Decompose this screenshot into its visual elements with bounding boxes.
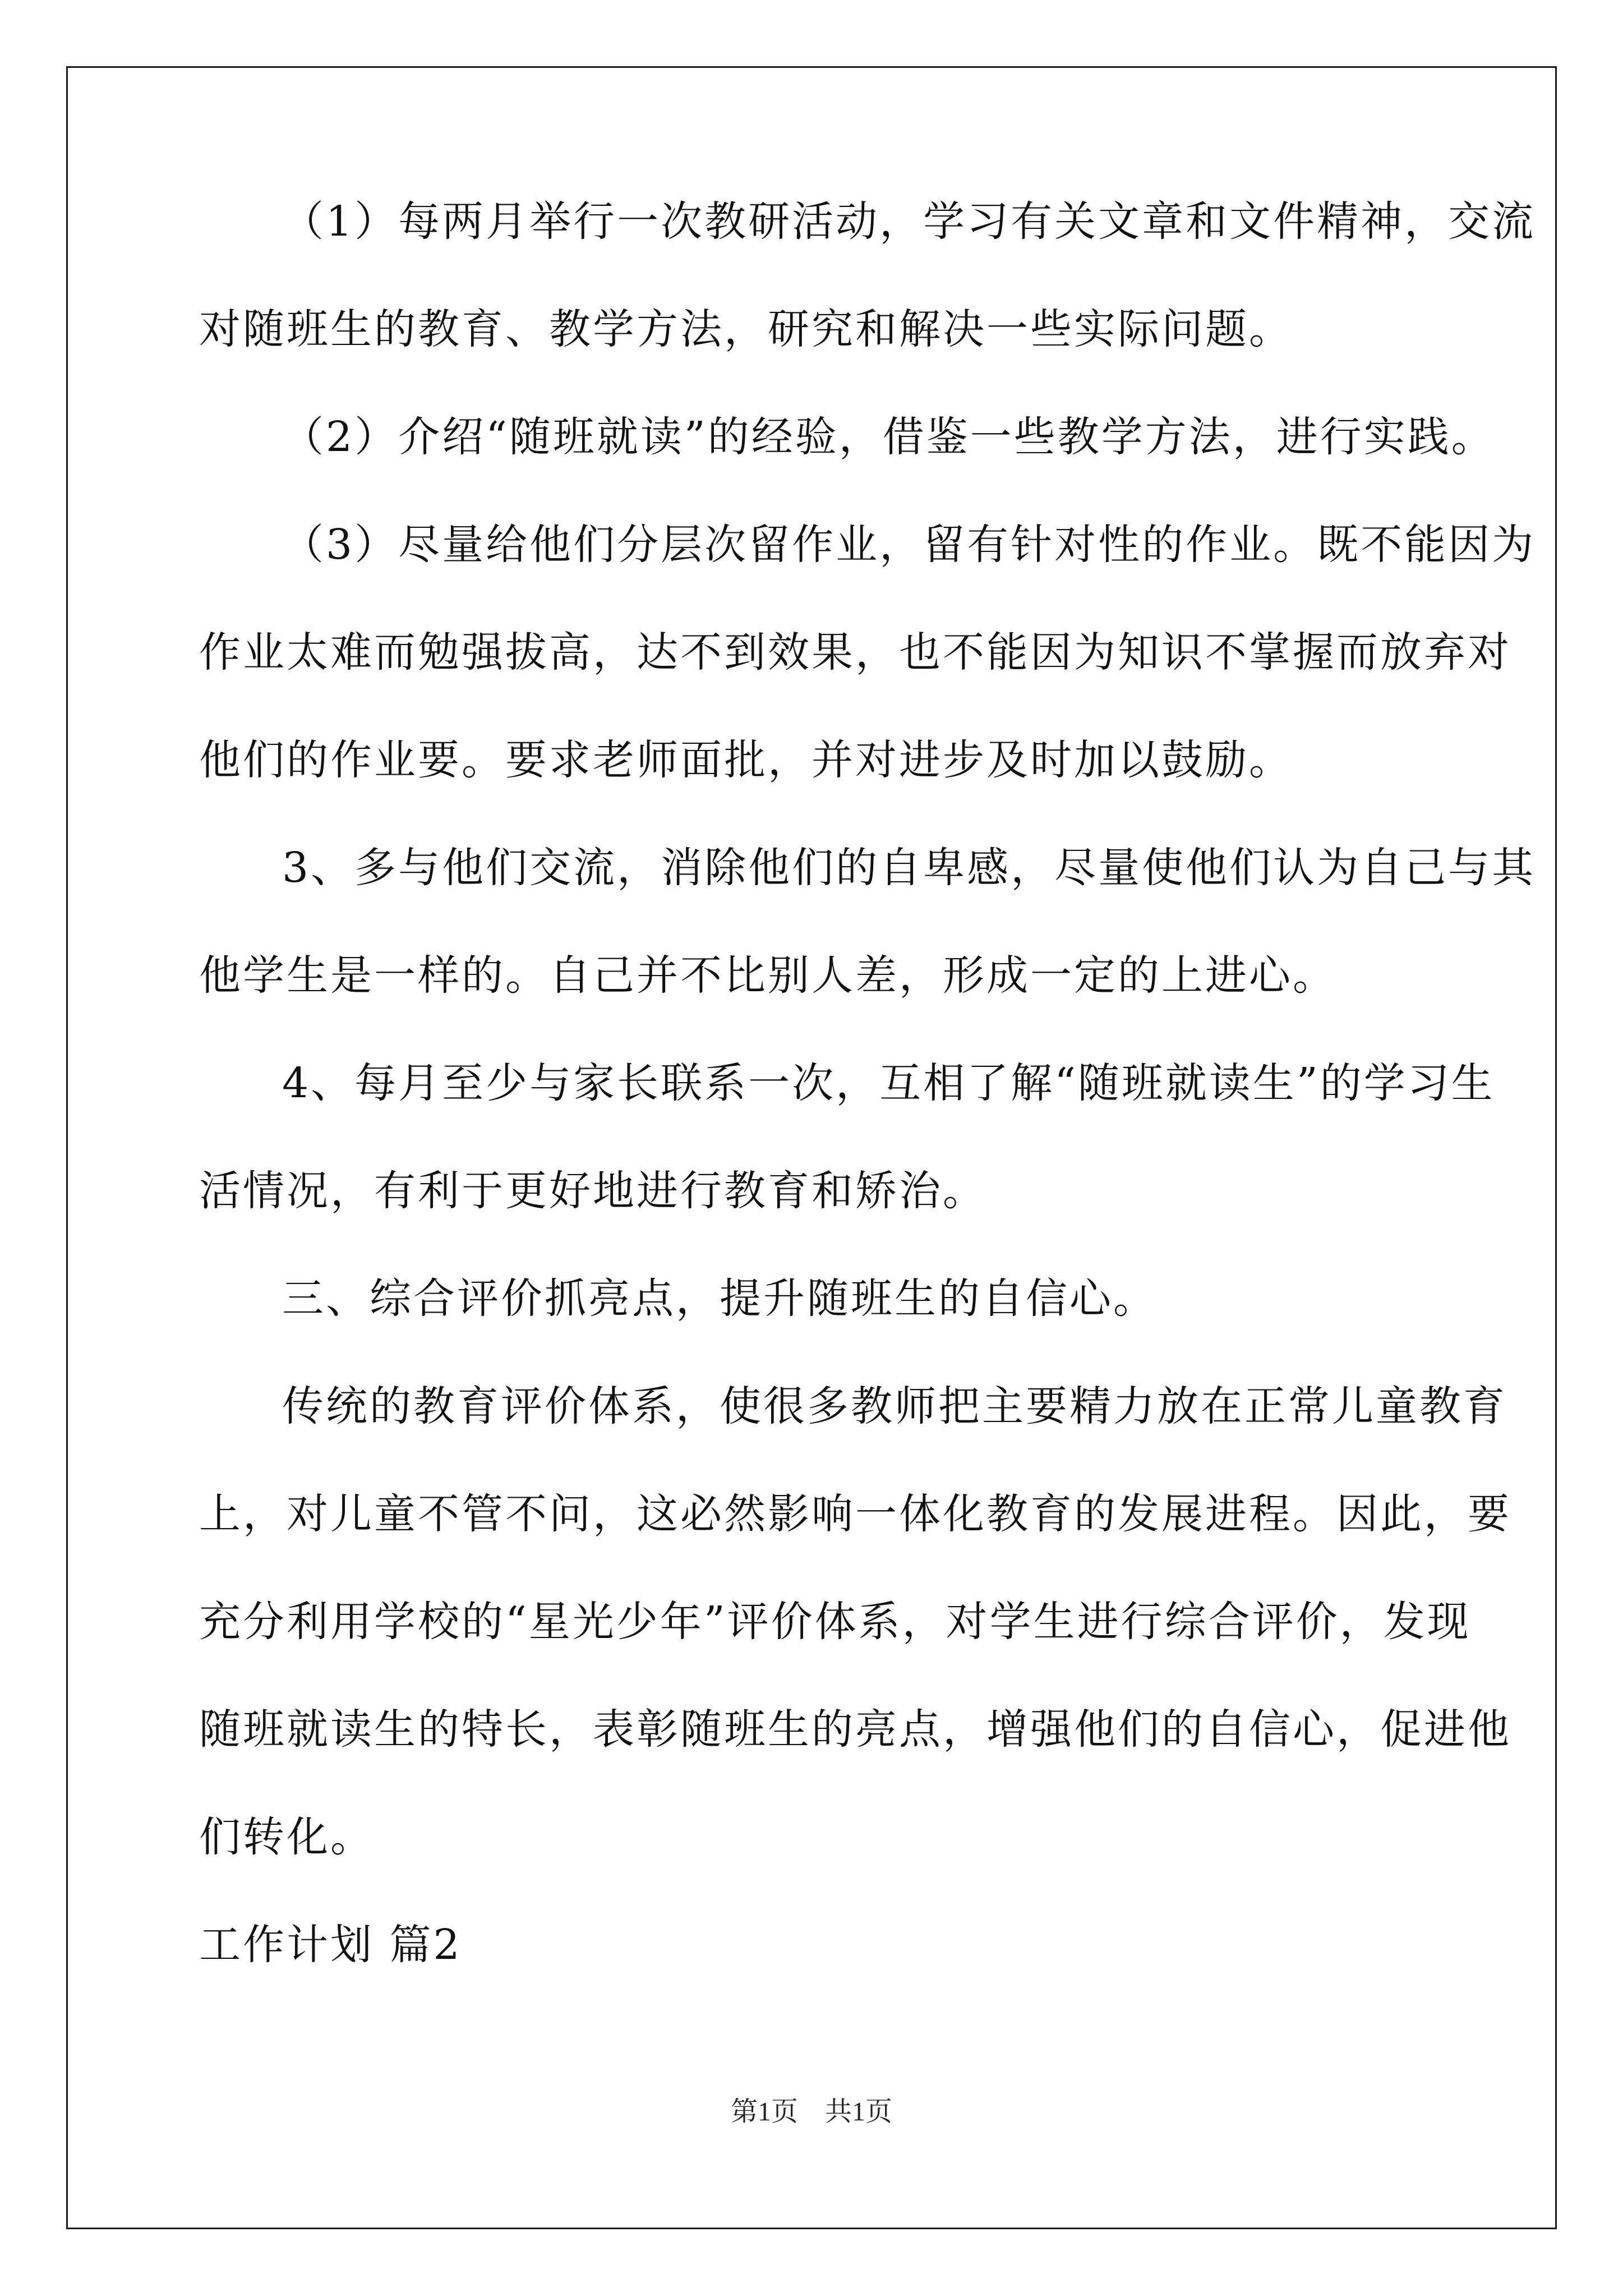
paragraph-line: 充分利用学校的“星光少年”评价体系，对学生进行综合评价，发现 [199,1598,1471,1646]
paragraph-line: （1）每两月举行一次教研活动，学习有关文章和文件精神，交流 [282,197,1536,246]
paragraph-line: 们转化。 [199,1813,374,1861]
page-footer: 第1页 共1页 [730,2097,892,2127]
paragraph-line: 上，对儿童不管不问，这必然影响一体化教育的发展进程。因此，要 [199,1490,1511,1538]
paragraph-line: 3、多与他们交流，消除他们的自卑感，尽量使他们认为自己与其 [282,844,1536,892]
paragraph-line: 对随班生的教育、教学方法，研究和解决一些实际问题。 [199,305,1293,353]
paragraph-line: 作业太难而勉强拔高，达不到效果，也不能因为知识不掌握而放弃对 [199,628,1511,677]
paragraph-line: （3）尽量给他们分层次留作业，留有针对性的作业。既不能因为 [282,521,1536,569]
paragraph-line: 他学生是一样的。自己并不比别人差，形成一定的上进心。 [199,951,1336,1000]
paragraph-line: （2）介绍“随班就读”的经验，借鉴一些教学方法，进行实践。 [282,413,1495,461]
document-heading: 工作计划 篇2 [199,1921,462,1969]
paragraph-line: 他们的作业要。要求老师面批，并对进步及时加以鼓励。 [199,736,1293,784]
paragraph-line: 4、每月至少与家长联系一次，互相了解“随班就读生”的学习生 [282,1059,1495,1107]
page-border [66,66,1557,2229]
paragraph-line: 活情况，有利于更好地进行教育和矫治。 [199,1167,986,1215]
section-heading: 三、综合评价抓亮点，提升随班生的自信心。 [282,1274,1157,1323]
paragraph-line: 随班就读生的特长，表彰随班生的亮点，增强他们的自信心，促进他 [199,1705,1511,1754]
paragraph-line: 传统的教育评价体系，使很多教师把主要精力放在正常儿童教育 [282,1382,1507,1430]
